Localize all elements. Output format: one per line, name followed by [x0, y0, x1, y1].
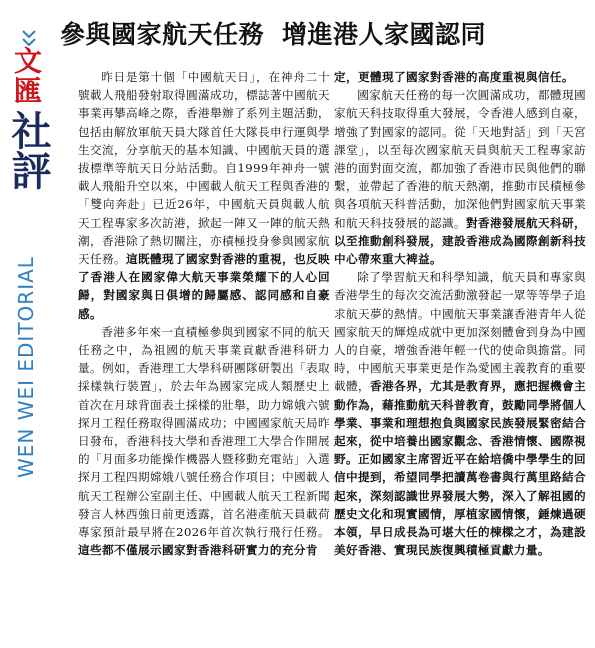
- masthead-english: WEN WEI EDITORIAL: [14, 256, 38, 478]
- paragraph-text: 國家航天任務的每一次圓滿成功，都體現國家航天科技取得重大發展，令香港人感到自豪，增強了對國家的認同。從「天地對話」到「天宮課堂」，以至每次國家航天員與航天工程專家訪港的面對面交流，都加強了香港市民與他們的聯繫，並帶起了香港的航天熱潮，推動市民積極參與各項航天科普活動，加深他們對國家航天事業和航天科技發展的認識。: [334, 88, 586, 230]
- paragraph: [78, 68, 330, 323]
- emphasis-text: 這既體現了國家對香港的重視，也反映了香港人在國家偉大航天事業榮耀下的人心回歸，對國家與日俱增的歸屬感、認同感和自豪感。: [78, 252, 330, 321]
- right-column: [334, 68, 586, 559]
- emphasis-text: 這些都不僅展示國家對香港科研實力的充分肯: [78, 543, 318, 558]
- paragraph: [78, 323, 330, 560]
- paragraph: [334, 68, 586, 86]
- masthead-brand: 文匯: [10, 46, 43, 106]
- chevron-down-icon: [22, 30, 36, 38]
- paragraph-text: 除了學習航天和科學知識，航天員和專家與香港學生的每次交流活動激發起一眾等等學子追求航天夢的熱情。中國航天事業讓香港青年人從國家航天的輝煌成就中更加深刻體會到身為中國人的自豪，增強香港年輕一代的使命與擔當。同時，中國航天事業更是作為愛國主義教育的重要載體，: [334, 270, 586, 394]
- left-column: [78, 68, 330, 559]
- paragraph: [334, 86, 586, 268]
- title-part-1: 參與國家航天任務: [60, 20, 265, 49]
- emphasis-text: 定，更體現了國家對香港的高度重視與信任。: [334, 70, 574, 84]
- paragraph-text: 香港多年來一直積極參與到國家不同的航天任務之中，為祖國的航天事業貢獻香港科研力量。例如，香港理工大學科研團隊研製出「表取採樣執行裝置」，於去年為國家完成人類歷史上首次在月球背面表土採樣的壯舉，助力嫦娥六號探月工程任務取得圓滿成功；中國國家航天局昨日發布，香港科技大學和香港理工大學合作開展的「月面多功能操作機器人暨移動充電站」入選探月工程四期嫦娥八號任務合作項目；中國載人航天工程辦公室副主任、中國載人航天工程新聞發言人林西強日前更透露，首名港產航天員載荷專家預計最早將在2026年首次執行飛行任務。: [78, 324, 330, 540]
- paragraph-text: 昨日是第十個「中國航天日」，在神舟二十號載人飛船發射取得圓滿成功，標誌著中國航天事業再攀高峰之際，香港舉辦了系列主題活動，包括由解放軍航天員大隊首任大隊長申行運與學生交流，分享航天的基本知識、中國航天員的選拔標準等航天日分站活動。自1999年神舟一號載人飛船升空以來，中國載人航天工程與香港的「雙向奔赴」已近26年，中國航天員與載人航天工程專家多次訪港，掀起一陣又一陣的航天熱潮，香港除了熱切關注，亦積極投身參與國家航天任務。: [78, 70, 330, 267]
- emphasis-text: 香港各界，尤其是教育界，應把握機會主動作為，藉推動航天科普教育，鼓勵同學將個人學業、事業和理想抱負與國家民族發展緊密結合起來，從中培養出國家觀念、香港情懷、國際視野。正如國家主席習近平在給培僑中學學生的回信中提到，希望同學把讀萬卷書與行萬里路結合起來，深刻認識世界發展大勢，深入了解祖國的歷史文化和現實國情，厚植家國情懷，錘煉過硬本領，早日成長為可堪大任的棟樑之才，為建設美好香港、實現民族復興積極貢獻力量。: [334, 379, 587, 558]
- article-title: [60, 20, 590, 50]
- masthead-sidebar: [0, 0, 52, 648]
- masthead-section: 社評: [5, 110, 52, 190]
- paragraph: [334, 268, 586, 559]
- title-part-2: 增進港人家國認同: [282, 20, 487, 49]
- emphasis-text: 對香港發展航天科研，以至推動創科發展，建設香港成為國際創新科技中心帶來重大裨益。: [334, 215, 586, 267]
- chevron-down-icon: [22, 38, 36, 46]
